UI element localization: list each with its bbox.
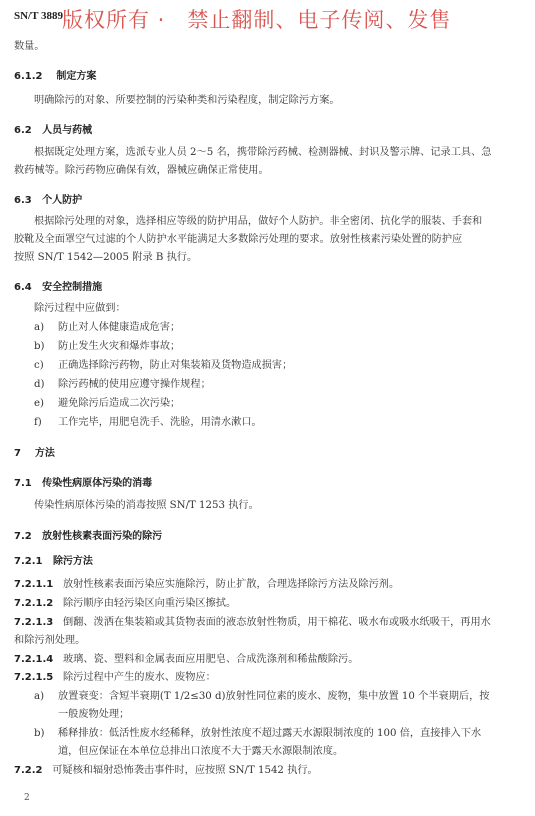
clause-text: 放射性核素表面污染应实施除污，防止扩散，合理选择除污方法及除污剂。 <box>62 579 400 590</box>
clause-7-2-1-3 <box>14 616 491 629</box>
clause-7-2-1-5 <box>14 671 216 684</box>
section-number: 7.1 <box>14 478 32 489</box>
section-number: 6.3 <box>14 195 32 206</box>
clause-text: 倒翻、泼洒在集装箱或其货物表面的液态放射性物质，用干棉花、吸水布或吸水纸吸干，再用水 <box>62 617 491 628</box>
list-item: 正确选择除污药物，防止对集装箱及货物造成损害； <box>58 360 293 371</box>
clause-text: 玻璃、瓷、塑料和金属表面应用肥皂、合成洗涤剂和稀盐酸除污。 <box>62 654 359 665</box>
clause-7-2-1-2 <box>14 597 236 610</box>
clause-number: 7.2.1.1 <box>14 579 54 590</box>
list-item: 稀释排放：低活性废水经稀释，放射性浓度不超过露天水源限制浓度的 100 倍，直接排入下水 <box>58 728 482 739</box>
heading-6-2 <box>14 121 92 136</box>
section-title: 放射性核素表面污染的除污 <box>42 531 163 542</box>
paragraph-6-3-line-2: 胶靴及全面罩空气过滤的个人防护水平能满足大多数除污处理的要求。放射性核素污染处置的防护应 <box>14 234 463 245</box>
paragraph-6-1-2: 明确除污的对象、所要控制的污染种类和污染程度，制定除污方案。 <box>34 95 340 106</box>
paragraph-6-4-intro: 除污过程中应做到： <box>34 303 126 314</box>
section-number: 6.2 <box>14 125 32 136</box>
heading-6-4 <box>14 278 102 293</box>
section-title: 人员与药械 <box>42 125 93 136</box>
section-title: 制定方案 <box>56 71 97 82</box>
list-item: 防止发生火灾和爆炸事故； <box>58 341 181 352</box>
list-marker: b) <box>34 728 45 739</box>
document-code: SN/T 3889 <box>14 10 64 22</box>
section-title: 安全控制措施 <box>42 282 103 293</box>
heading-7 <box>14 444 55 459</box>
clause-text: 除污过程中产生的废水、废物应： <box>62 672 216 683</box>
clause-7-2-1-1 <box>14 578 399 591</box>
section-number: 7 <box>14 448 21 459</box>
clause-7-2-1-4 <box>14 653 358 666</box>
section-title: 传染性病原体污染的消毒 <box>42 478 153 489</box>
list-item: 工作完毕，用肥皂洗手、洗脸，用清水漱口。 <box>58 417 262 428</box>
list-item: 除污药械的使用应遵守操作规程； <box>58 379 211 390</box>
heading-6-1-2 <box>14 67 96 82</box>
clause-text: 可疑核和辐射恐怖袭击事件时，应按照 SN/T 1542 执行。 <box>52 765 318 776</box>
list-marker: a) <box>34 322 45 333</box>
continued-text: 数量。 <box>14 41 45 52</box>
clause-text: 除污顺序由轻污染区向重污染区擦拭。 <box>62 598 237 609</box>
clause-number: 7.2.1.5 <box>14 672 54 683</box>
list-item: 避免除污后造成二次污染； <box>58 398 181 409</box>
paragraph-6-2-line-1: 根据既定处理方案，选派专业人员 2～5 名，携带除污药械、检测器械、封识及警示牌、记录工具、急 <box>34 147 492 158</box>
list-marker: a) <box>34 691 45 702</box>
heading-6-3 <box>14 191 82 206</box>
clause-7-2-1-3-cont: 和除污剂处理。 <box>14 635 86 646</box>
clause-number: 7.2.1.3 <box>14 617 54 628</box>
list-marker: b) <box>34 341 45 352</box>
clause-number: 7.2.1.2 <box>14 598 54 609</box>
heading-7-2 <box>14 527 162 542</box>
list-marker: f) <box>34 417 42 428</box>
list-item: 防止对人体健康造成危害； <box>58 322 181 333</box>
paragraph-6-3-line-1: 根据除污处理的对象，选择相应等级的防护用品，做好个人防护。非全密闭、抗化学的服装、手套和 <box>34 216 483 227</box>
section-title: 除污方法 <box>52 556 93 567</box>
paragraph-6-3-line-3: 按照 SN/T 1542—2005 附录 B 执行。 <box>14 252 198 263</box>
list-item: 放置衰变：含短半衰期(T 1/2≤30 d)放射性同位素的废水、废物，集中放置 10 个半衰期后，按 <box>58 691 490 702</box>
section-number: 7.2.1 <box>14 556 43 567</box>
copyright-watermark: 版权所有 · 禁止翻制、电子传阅、发售 <box>62 8 452 32</box>
page-number: 2 <box>24 793 30 803</box>
clause-number: 7.2.1.4 <box>14 654 54 665</box>
heading-7-2-1 <box>14 552 93 567</box>
section-number: 6.1.2 <box>14 71 43 82</box>
section-title: 方法 <box>34 448 55 459</box>
list-item-cont: 道，但应保证在本单位总排出口浓度不大于露天水源限制浓度。 <box>58 746 344 757</box>
list-marker: c) <box>34 360 44 371</box>
clause-7-2-2 <box>14 764 318 777</box>
list-item-cont: 一般废物处理； <box>58 709 130 720</box>
clause-number: 7.2.2 <box>14 765 43 776</box>
paragraph-6-2-line-2: 救药械等。除污药物应确保有效，器械应确保正常使用。 <box>14 165 269 176</box>
paragraph-7-1: 传染性病原体污染的消毒按照 SN/T 1253 执行。 <box>34 500 259 511</box>
list-marker: d) <box>34 379 45 390</box>
section-number: 6.4 <box>14 282 32 293</box>
section-title: 个人防护 <box>42 195 83 206</box>
section-number: 7.2 <box>14 531 32 542</box>
list-marker: e) <box>34 398 45 409</box>
heading-7-1 <box>14 474 152 489</box>
